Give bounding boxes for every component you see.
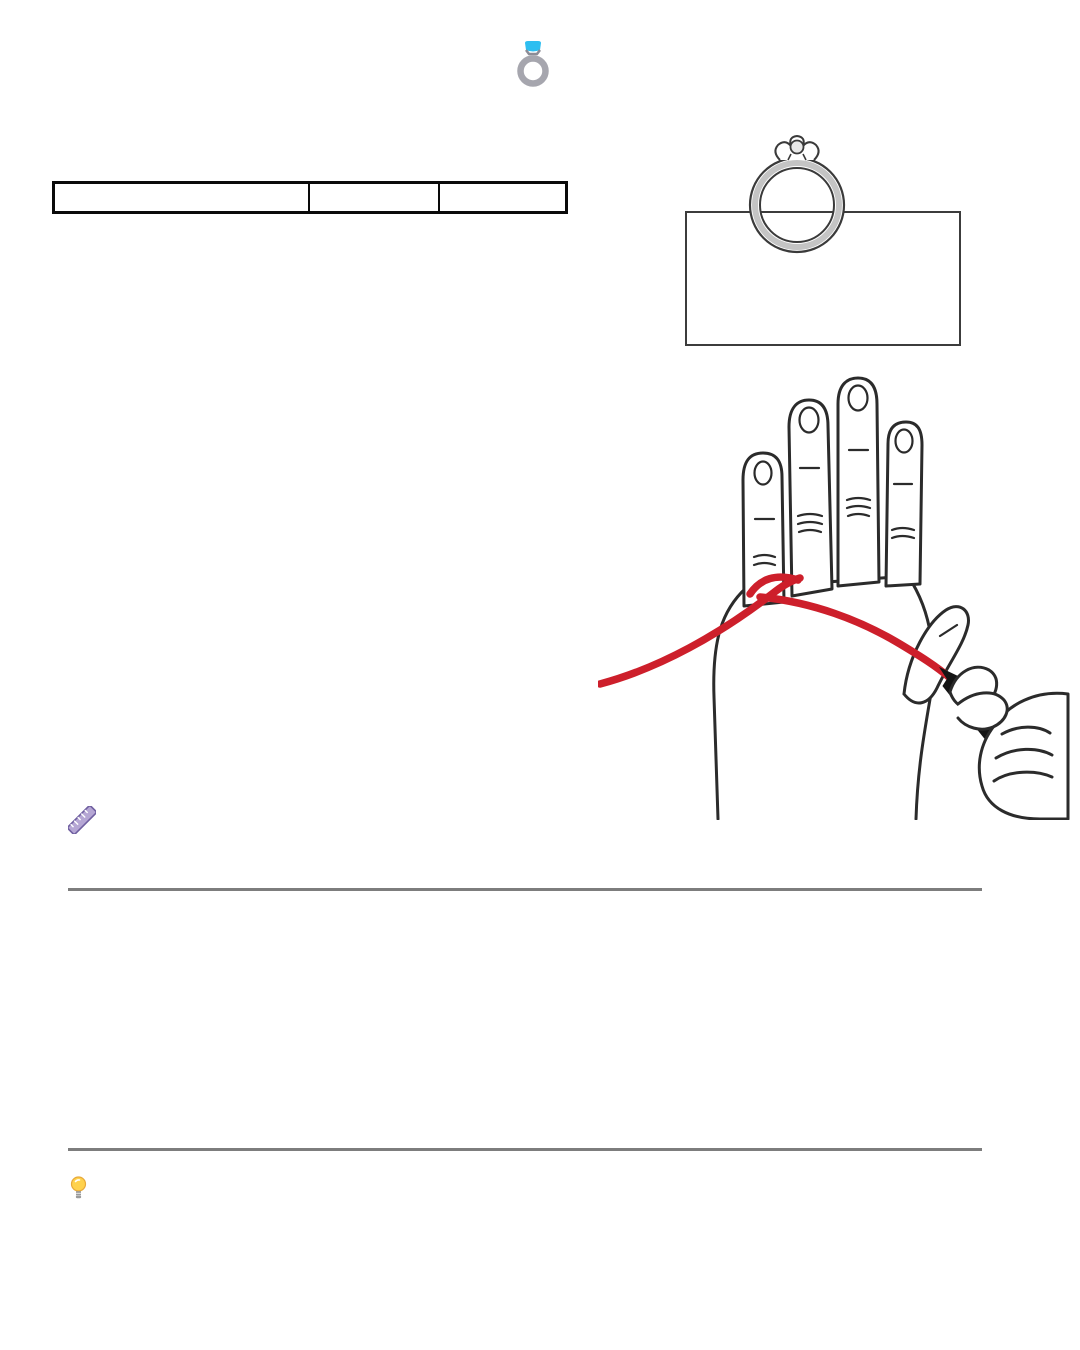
- ring-icon: [516, 40, 550, 88]
- col-header-circumference: [439, 183, 567, 213]
- divider-rule-2: [68, 1148, 982, 1151]
- hand-string-measure-figure: [598, 372, 1070, 825]
- table-header-row: [54, 183, 567, 213]
- ring-on-ruler-figure: [676, 130, 972, 370]
- ruler-icon: [68, 806, 96, 834]
- lightbulb-icon: [70, 1176, 87, 1201]
- divider-rule-1: [68, 888, 982, 891]
- col-header-tr-size: [54, 183, 309, 213]
- notes-heading-row: [70, 1176, 99, 1201]
- col-header-inner-diameter: [309, 183, 439, 213]
- page-title-row: [0, 40, 1080, 88]
- methods-heading-row: [68, 806, 108, 834]
- ring-size-table: [52, 181, 568, 214]
